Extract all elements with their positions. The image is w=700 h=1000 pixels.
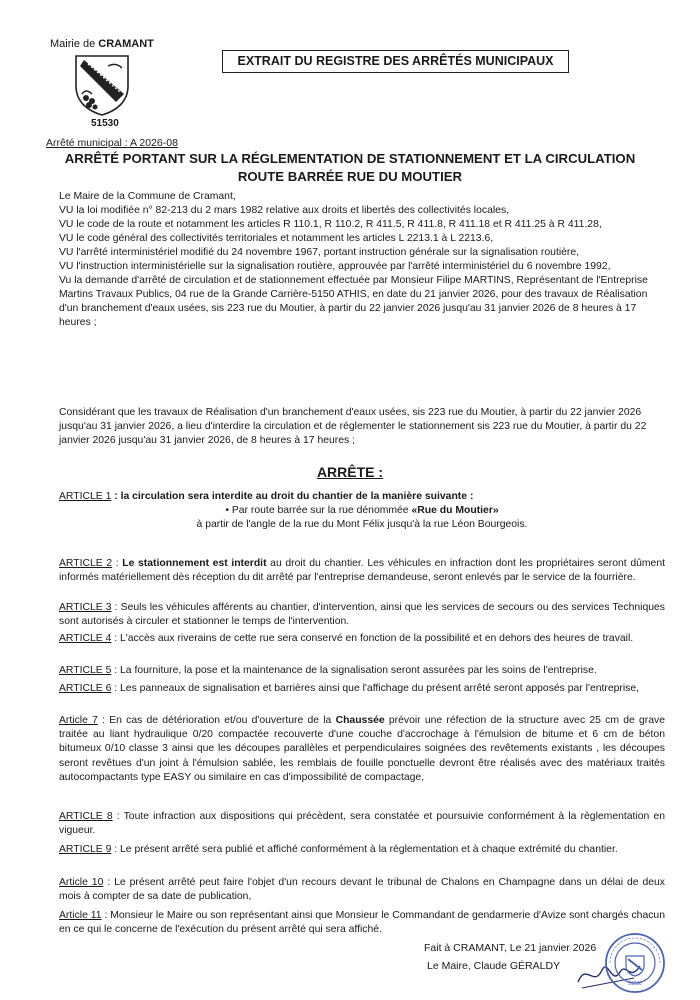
preamble [59,190,665,330]
street-name: «Rue du Moutier» [411,505,499,517]
considerant: Considérant que les travaux de Réalisation d'un branchement d'eaux usées, sis 223 rue du Moutier, à partir du 22 janvier 2026 jusqu'au 31 janvier 2026, a lieu d'interdire la circulation et de réglementer le stationnement sis 223 rue du Moutier, à partir du 22 janvier 2026 jusqu'au 31 janvier 2026, de 8 heures à 17 heures ; [59,407,647,446]
article-text: : Le présent arrêté sera publié et affiché conformément à la réglementation et à chaque extrémité du chantier. [111,844,618,855]
article-bold: Chaussée [335,715,385,726]
title-line-2: ROUTE BARRÉE RUE DU MOUTIER [237,169,463,184]
article-label: Article 7 [59,715,98,726]
article-9 [59,843,665,857]
extract-title: EXTRAIT DU REGISTRE DES ARRÊTÉS MUNICIPAUX [222,50,569,73]
preamble-line: VU la loi modifiée n° 82-213 du 2 mars 1982 relative aux droits et libertés des collectivités locales, [59,205,510,216]
article-label: ARTICLE 8 [59,811,113,822]
article-text: : Monsieur le Maire ou son représentant ainsi que Monsieur le Commandant de gendarmerie d'Avize sont chargés chacun en ce qui le concerne de l'exécution du présent arrêté qui sera affiché. [59,910,665,936]
article-text: : L'accès aux riverains de cette rue sera conservé en fonction de la possibilité et en dehors des heures de travail. [111,633,634,644]
article-text: : Toute infraction aux dispositions qui précèdent, sera constatée et poursuivie conformément à la règlementation en vigueur. [59,811,666,837]
preamble-line: VU le code de la route et notamment les articles R 110.1, R 110.2, R 411.5, R 411.8, R 411.18 et R 411.25 à R 411.28, [59,219,602,230]
preamble-line: Le Maire de la Commune de Cramant, [59,191,236,202]
article-label: ARTICLE 3 [59,602,112,613]
signature-mayor: Le Maire, Claude GÉRALDY [427,960,561,972]
article-3 [59,601,665,629]
article-label: Article 10 [59,877,104,888]
mairie-prefix: Mairie de [50,38,99,50]
mairie-label [50,38,154,50]
article-1 [59,490,665,533]
mairie-stamp-icon [604,932,666,994]
preamble-line: VU le code général des collectivités territoriales et notamment les articles L 2213.1 à L 2213.6, [59,233,494,244]
preamble-line: VU l'arrêté interministériel modifié du 24 novembre 1967, portant instruction générale sur la signalisation routière, [59,247,580,258]
bullet-text: • Par route barrée sur la rue dénommée [225,505,412,517]
article-label: ARTICLE 1 [59,491,112,502]
title-line-1: ARRÊTÉ PORTANT SUR LA RÉGLEMENTATION DE STATIONNEMENT ET LA CIRCULATION [64,151,636,166]
preamble-line: Vu la demande d'arrêté de circulation et de stationnement effectuée par Monsieur Filipe MARTINS, Représentant de l'Entreprise Martins Travaux Publics, 04 rue de la Grande Carrière-5150 ATHIS, en date du 21 janvier 2026, pour des travaux de Réalisation d'un branchement d'eaux usées, sis 223 rue du Moutier, à partir du 22 janvier 2026 jusqu'au 31 janvier 2026 de 8 heures à 17 heures ; [59,275,648,328]
article-text: au droit du chantier. Les véhicules en infraction dont les propriétaires seront dûment informés matériellement dès réception du dit arrêté par l'entreprise demandeuse, seront enlevés par le service de la fourrière. [59,558,665,584]
arrete-number: Arrêté municipal : A 2026-08 [46,137,178,149]
article-text: : La fourniture, la pose et la maintenance de la signalisation seront assurées par les soins de l'entreprise. [111,665,597,676]
article-text: : Le présent arrêté peut faire l'objet d'un recours devant le tribunal de Chalons en Champagne dans un délai de deux mois à compter de sa date de publication, [59,877,665,903]
article-text: : Les panneaux de signalisation et barrières ainsi que l'affichage du présent arrêté seront apposés par l'entreprise, [111,683,640,694]
article-4 [59,632,665,646]
mairie-name: CRAMANT [98,38,154,50]
article-5 [59,664,665,678]
article-11 [59,909,665,937]
article-label: ARTICLE 2 [59,558,113,569]
article-label: ARTICLE 5 [59,665,112,676]
article-text: : la circulation sera interdite au droit du chantier de la manière suivante : [111,491,474,502]
article-8 [59,810,665,838]
article-10 [59,876,665,904]
article-7 [59,714,665,785]
article-label: ARTICLE 9 [59,844,112,855]
article-text: : Seuls les véhicules afférents au chantier, d'intervention, ainsi que les services de secours ou des services Techniques sont autorisés à circuler et stationner le temps de l'intervention. [59,602,666,628]
article-sep: : [112,558,123,569]
article-label: Article 11 [59,910,102,921]
article-label: ARTICLE 6 [59,683,112,694]
preamble-line: VU l'instruction interministérielle sur la signalisation routière, approuvée par l'arrêté interministériel du 6 novembre 1992, [59,261,611,272]
article-text-2: prévoir une réfection de la structure avec 25 cm de grave traitée au liant hydraulique 0/20 compactée recouverte d'une couche d'accrochage à l'émulsion de bitume et 6 cm de béton bitumeux 0/10 classe 3 ainsi que les découpes parallèles et perpendiculaires soignées des revêtements existants , les découpes seront revêtues d'un joint à l'émulsion sablée, les remblais de fouille ponctuelle devront être réalisés avec des matériaux traités autocompactants type EASY ou similaire en cas d'impossibilité de compactage, [59,715,665,783]
svg-text:51530: 51530 [628,981,642,987]
bullet-text-2: à partir de l'angle de la rue du Mont Félix jusqu'à la rue Léon Bourgeois. [196,519,528,531]
arrete-heading: ARRÊTE : [316,464,384,480]
signature-place-date: Fait à CRAMANT, Le 21 janvier 2026 [424,942,597,954]
article-text: : En cas de détérioration et/ou d'ouverture de la [97,715,336,726]
coat-of-arms-icon [72,54,132,116]
article-2 [59,557,665,585]
postal-code: 51530 [91,118,119,129]
article-6 [59,682,665,696]
article-bold: Le stationnement est interdit [122,558,267,569]
article-label: ARTICLE 4 [59,633,112,644]
